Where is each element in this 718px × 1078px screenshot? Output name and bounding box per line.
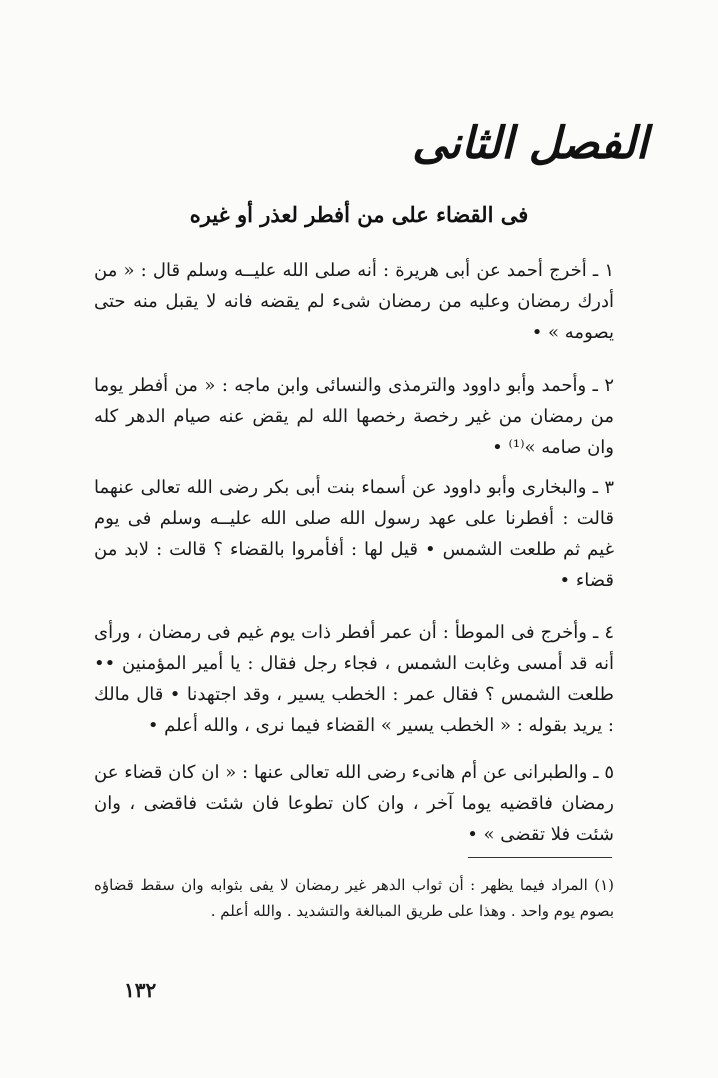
section-heading: فى القضاء على من أفطر لعذر أو غيره — [189, 202, 529, 227]
chapter-title: الفصل الثانى — [412, 118, 648, 169]
paragraph-text: ١ ـ أخرج أحمد عن أبى هريرة : أنه صلى الله عليــه وسلم قال : « من أدرك رمضان وعليه من رمضان شىء لم يقضه فانه لا يقبل منه حتى يصومه » • — [94, 260, 614, 343]
paragraph-1 — [94, 255, 614, 348]
paragraph-5 — [94, 757, 614, 850]
paragraph-2 — [94, 370, 614, 463]
footnote-divider — [468, 857, 612, 858]
paragraph-text: ٣ ـ والبخارى وأبو داوود عن أسماء بنت أبى بكر رضى الله تعالى عنهما قالت : أفطرنا على عهد رسول الله صلى الله عليــه وسلم فى يوم غيم ثم طلعت الشمس • قيل لها : أفأمروا بالقضاء ؟ قالت : لابد من قضاء • — [94, 477, 614, 591]
paragraph-text: ٢ ـ وأحمد وأبو داوود والترمذى والنسائى وابن ماجه : « من أفطر يوما من رمضان من غير رخصة رخصها الله لم يقض عنه صيام الدهر كله وان صامه »⁽¹⁾ • — [94, 375, 614, 458]
footnote: (١) المراد فيما يظهر : أن ثواب الدهر غير رمضان لا يفى بثوابه وان سقط قضاؤه بصوم يوم واحد . وهذا على طريق المبالغة والتشديد . والله أعلم . — [94, 876, 614, 920]
paragraph-text: ٤ ـ وأخرج فى الموطأ : أن عمر أفطر ذات يوم غيم فى رمضان ، ورأى أنه قد أمسى وغابت الشمس ، فجاء رجل فقال : يا أمير المؤمنين •• طلعت الشمس ؟ فقال عمر : الخطب يسير ، وقد اجتهدنا • قال مالك : يريد بقوله : « الخطب يسير » القضاء فيما نرى ، والله أعلم • — [94, 622, 614, 736]
paragraph-text: ٥ ـ والطبرانى عن أم هانىء رضى الله تعالى عنها : « ان كان قضاء عن رمضان فاقضيه يوما آخر ، وان كان تطوعا فان شئت فاقضى ، وان شئت فلا تقضى » • — [94, 762, 614, 845]
page-number: ١٣٢ — [124, 978, 157, 1002]
paragraph-4 — [94, 617, 614, 741]
paragraph-3 — [94, 472, 614, 596]
